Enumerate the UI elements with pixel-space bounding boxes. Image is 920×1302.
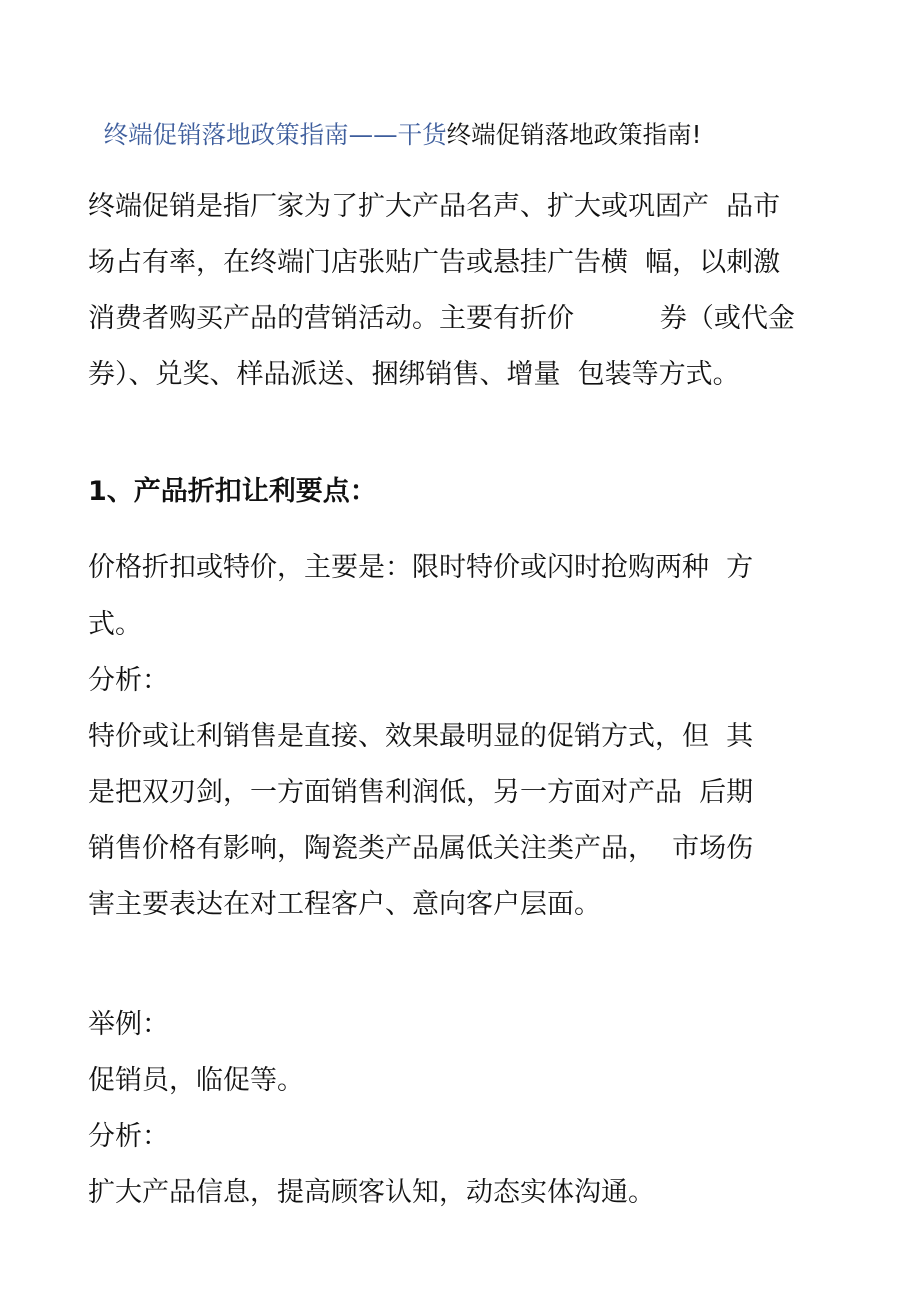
body-line: 分析： — [88, 665, 169, 696]
body-line: 式。 — [88, 609, 142, 640]
example-line: 举例： — [88, 1009, 169, 1040]
body-line: 销售价格有影响，陶瓷类产品属低关注类产品， 市场伤 — [88, 833, 754, 864]
document-title — [88, 84, 701, 152]
intro-line: 消费者购买产品的营销活动。主要有折价 券（或代金 — [88, 303, 795, 334]
example-line: 促销员，临促等。 — [88, 1065, 304, 1096]
body-line: 是把双刃剑，一方面销售利润低，另一方面对产品 后期 — [88, 777, 754, 808]
intro-line: 场占有率，在终端门店张贴广告或悬挂广告横 幅，以刺激 — [88, 247, 781, 278]
intro-line: 券）、兑奖、样品派送、捆绑销售、增量 包装等方式。 — [88, 359, 740, 390]
title-link[interactable]: 终端促销落地政策指南——干货 — [103, 120, 447, 149]
example-line: 扩大产品信息，提高顾客认知，动态实体沟通。 — [88, 1177, 655, 1208]
intro-line: 终端促销是指厂家为了扩大产品名声、扩大或巩固产 品市 — [88, 191, 781, 222]
body-line: 害主要表达在对工程客户、意向客户层面。 — [88, 889, 601, 920]
body-line: 价格折扣或特价，主要是：限时特价或闪时抢购两种 方 — [88, 552, 754, 583]
example-line: 分析： — [88, 1121, 169, 1152]
body-line: 特价或让利销售是直接、效果最明显的促销方式，但 其 — [88, 721, 754, 752]
title-rest: 终端促销落地政策指南! — [446, 120, 702, 149]
section-heading: 1、产品折扣让利要点： — [88, 476, 377, 507]
